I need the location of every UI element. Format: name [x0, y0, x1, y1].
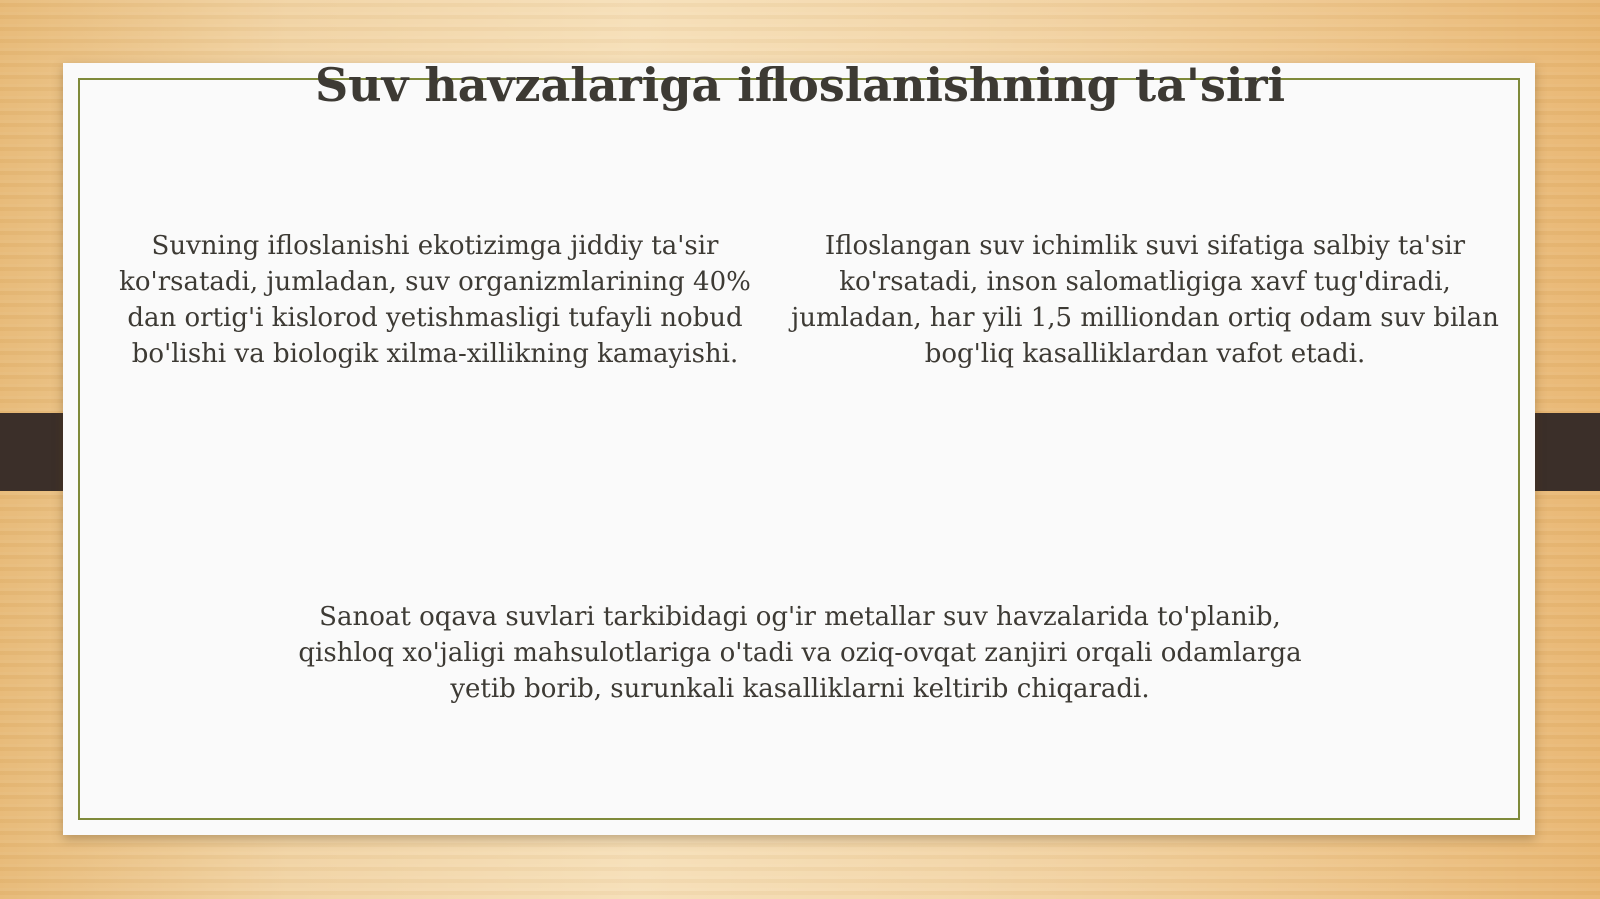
- right-text-block: Ifloslangan suv ichimlik suvi sifatiga salbiy ta'sir ko'rsatadi, inson salomatligiga xavf tug'diradi, jumladan, har yili 1,5 milliondan ortiq odam suv bilan bog'liq kasalliklardan vafot etadi.: [791, 231, 1499, 369]
- left-text-block: Suvning ifloslanishi ekotizimga jiddiy ta'sir ko'rsatadi, jumladan, suv organizmlarining 40% dan ortig'i kislorod yetishmasligi tufayli nobud bo'lishi va biologik xilma-xillikning kamayishi.: [119, 231, 751, 369]
- slide-title: Suv havzalariga ifloslanishning ta'siri: [314, 58, 1286, 112]
- slide-frame-border: [78, 78, 1520, 820]
- slide-card: [63, 63, 1535, 835]
- bottom-text-block: Sanoat oqava suvlari tarkibidagi og'ir metallar suv havzalarida to'planib, qishloq xo'jaligi mahsulotlariga o'tadi va oziq-ovqat zanjiri orqali odamlarga yetib borib, surunkali kasalliklarni keltirib chiqaradi.: [298, 602, 1302, 704]
